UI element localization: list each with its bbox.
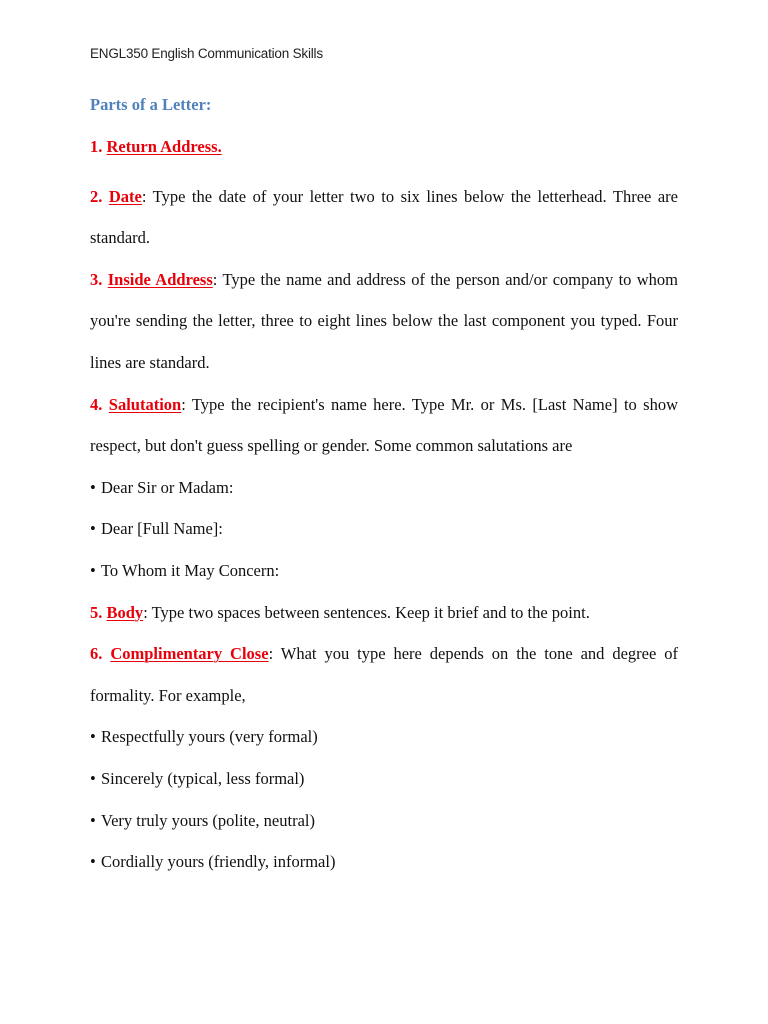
list-item-text: Sincerely (typical, less formal) [101, 768, 305, 788]
list-item [90, 758, 678, 800]
section-body [90, 592, 678, 634]
bullet-icon: • [90, 810, 96, 830]
section-number: 6. [90, 644, 103, 664]
section-text: Type the name and address of the person and/or company to whom you're sending the letter, three to eight lines below the last component you typed. Four lines are standard. [90, 269, 679, 372]
bullet-icon: • [90, 560, 96, 580]
salutation-examples-list [90, 467, 678, 592]
section-text: Type the recipient's name here. Type Mr. or Ms. [Last Name] to show respect, but don't guess spelling or gender. Some common salutations are [90, 394, 679, 456]
bullet-icon: • [90, 477, 96, 497]
bullet-icon: • [90, 852, 96, 872]
section-separator: : [141, 186, 147, 206]
document-body [90, 92, 678, 883]
list-item [90, 508, 678, 550]
section-complimentary-close [90, 633, 678, 716]
list-item [90, 550, 678, 592]
section-number: 5. [90, 602, 103, 622]
list-item-text: To Whom it May Concern: [101, 560, 280, 580]
section-separator: : [181, 394, 186, 414]
section-term: Return Address. [106, 137, 222, 156]
section-term: Inside Address [107, 269, 213, 289]
section-date [90, 176, 678, 259]
section-return-address [90, 134, 678, 160]
running-header: ENGL350 English Communication Skills [90, 46, 323, 61]
section-number: 4. [90, 394, 103, 414]
section-term: Body [106, 602, 144, 622]
section-separator: : [212, 269, 218, 289]
section-term: Salutation [108, 394, 182, 414]
section-separator: : [143, 602, 148, 622]
list-item-text: Dear [Full Name]: [101, 519, 223, 539]
section-number: 1. [90, 137, 103, 156]
page-title: Parts of a Letter: [90, 95, 212, 114]
list-item-text: Cordially yours (friendly, informal) [101, 852, 336, 872]
section-term: Date [108, 186, 142, 206]
section-number: 2. [90, 186, 103, 206]
section-salutation [90, 384, 678, 467]
close-examples-list [90, 716, 678, 882]
bullet-icon: • [90, 727, 96, 747]
list-item-text: Very truly yours (polite, neutral) [101, 810, 315, 830]
bullet-icon: • [90, 768, 96, 788]
list-item-text: Dear Sir or Madam: [101, 477, 234, 497]
list-item [90, 716, 678, 758]
section-number: 3. [90, 269, 103, 289]
section-separator: : [268, 644, 274, 664]
section-term: Complimentary Close [110, 644, 269, 664]
section-inside-address [90, 259, 678, 384]
list-item [90, 800, 678, 842]
list-item [90, 467, 678, 509]
section-text: Type the date of your letter two to six lines below the letterhead. Three are standard. [90, 186, 678, 248]
section-text: Type two spaces between sentences. Keep it brief and to the point. [147, 602, 590, 622]
section-text: What you type here depends on the tone and degree of formality. For example, [90, 644, 678, 705]
list-item-text: Respectfully yours (very formal) [101, 727, 318, 747]
list-item [90, 841, 678, 883]
bullet-icon: • [90, 519, 96, 539]
